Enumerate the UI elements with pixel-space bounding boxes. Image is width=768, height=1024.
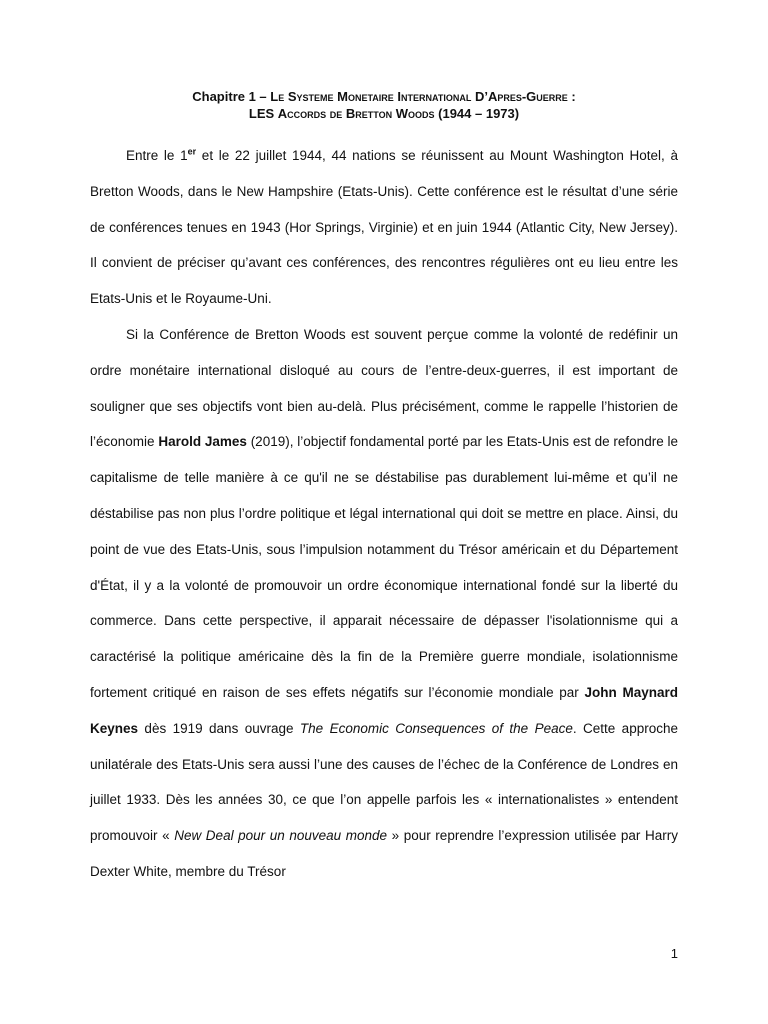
page-number: 1 [670, 946, 678, 961]
body-text [90, 138, 678, 890]
chapter-title-line-2: LES Accords de Bretton Woods (1944 – 1973) [248, 106, 520, 121]
superscript-er: er [187, 146, 197, 157]
chapter-title-line-1: Chapitre 1 – Le Systeme Monetaire International D’Apres-Guerre : [192, 89, 576, 104]
paragraph-1: Entre le 1er et le 22 juillet 1944, 44 nations se réunissent au Mount Washington Hotel, à Bretton Woods, dans le New Hampshire (Etats-Unis). Cette conférence est le résultat d’une série de conférences tenues en 1943 (Hor Springs, Virginie) et en juin 1944 (Atlantic City, New Jersey). Il convient de préciser qu’avant ces conférences, des rencontres régulières ont eu lieu entre les Etats-Unis et le Royaume-Uni. [90, 146, 678, 307]
author-keynes: John Maynard Keynes [90, 684, 678, 736]
new-deal-quote: New Deal pour un nouveau monde [174, 828, 388, 844]
chapter-title [90, 88, 678, 122]
paragraph-2: Si la Conférence de Bretton Woods est souvent perçue comme la volonté de redéfinir un ordre monétaire international disloqué au cours de l’entre-deux-guerres, il est important de souligner que ses objectifs vont bien au-delà. Plus précisément, comme le rappelle l’historien de l’économie Harold James (2019), l’objectif fondamental porté par les Etats-Unis est de refondre le capitalisme de telle manière à ce qu'il ne se déstabilise pas durablement lui-même et qu’il ne déstabilise pas non plus l’ordre politique et légal international qui doit se mettre en place. Ainsi, du point de vue des Etats-Unis, sous l’impulsion notamment du Trésor américain et du Département d'État, il y a la volonté de promouvoir un ordre économique international fondé sur la liberté du commerce. Dans cette perspective, il apparait nécessaire de dépasser l'isolationnisme qui a caractérisé la politique américaine dès la fin de la Première guerre mondiale, isolationnisme fortement critiqué en raison de ses effets négatifs sur l’économie mondiale par John Maynard Keynes dès 1919 dans ouvrage The Economic Consequences of the Peace. Cette approche unilatérale des Etats-Unis sera aussi l’une des causes de l’échec de la Conférence de Londres en juillet 1933. Dès les années 30, ce que l’on appelle parfois les « internationalistes » entendent promouvoir « New Deal pour un nouveau monde » pour reprendre l’expression utilisée par Harry Dexter White, membre du Trésor [90, 326, 679, 879]
author-harold-james: Harold James [158, 434, 247, 450]
book-title: The Economic Consequences of the Peace [299, 720, 573, 736]
